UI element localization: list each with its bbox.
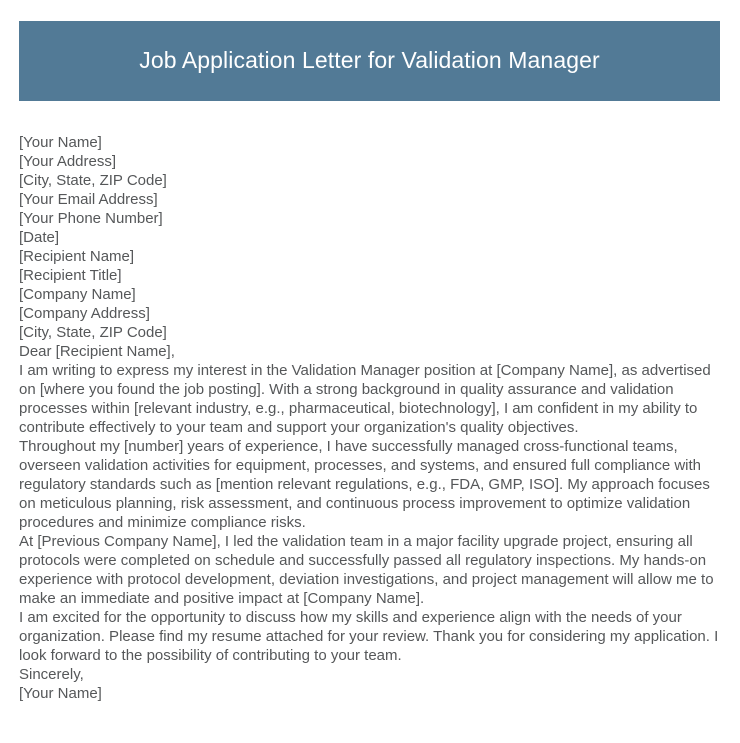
- letter-line: [Your Phone Number]: [19, 210, 163, 227]
- letter-paragraph: Throughout my [number] years of experience, I have successfully managed cross-functional teams, overseen validation activities for equipment, processes, and systems, and ensured full compliance with regulatory standards such as [mention relevant regulations, e.g., FDA, GMP, ISO]. My approach focuses on meticulous planning, risk assessment, and continuous process improvement to optimize validation procedures and minimize compliance risks.: [19, 438, 715, 531]
- letter-body: [19, 133, 723, 703]
- letter-paragraph: I am writing to express my interest in the Validation Manager position at [Company Name], as advertised on [where you found the job posting]. With a strong background in quality assurance and validation processes within [relevant industry, e.g., pharmaceutical, biotechnology], I am confident in my ability to contribute effectively to your team and support your organization's quality objectives.: [19, 362, 715, 436]
- letter-line: [Company Address]: [19, 305, 150, 322]
- letter-paragraph: I am excited for the opportunity to discuss how my skills and experience align with the needs of your organization. Please find my resume attached for your review. Thank you for considering my application. I look forward to the possibility of contributing to your team.: [19, 609, 723, 664]
- letter-salutation: Dear [Recipient Name],: [19, 343, 175, 360]
- document-header-banner: [19, 21, 720, 101]
- letter-line: [Recipient Title]: [19, 267, 122, 284]
- letter-line: [Your Name]: [19, 134, 102, 151]
- page-title: Job Application Letter for Validation Manager: [139, 47, 600, 74]
- letter-line: [City, State, ZIP Code]: [19, 324, 167, 341]
- letter-line: [Date]: [19, 229, 60, 246]
- letter-line: [Recipient Name]: [19, 248, 135, 265]
- letter-line: [City, State, ZIP Code]: [19, 172, 167, 189]
- letter-line: [Your Email Address]: [19, 191, 158, 208]
- letter-closing: Sincerely,: [19, 666, 84, 683]
- letter-line: [Company Name]: [19, 286, 136, 303]
- letter-signature: [Your Name]: [19, 685, 102, 702]
- letter-paragraph: At [Previous Company Name], I led the validation team in a major facility upgrade project, ensuring all protocols were completed on schedule and successfully passed all regulatory inspections. My hands-on experience with protocol development, deviation investigations, and project management will allow me to make an immediate and positive impact at [Company Name].: [19, 533, 718, 607]
- letter-line: [Your Address]: [19, 153, 117, 170]
